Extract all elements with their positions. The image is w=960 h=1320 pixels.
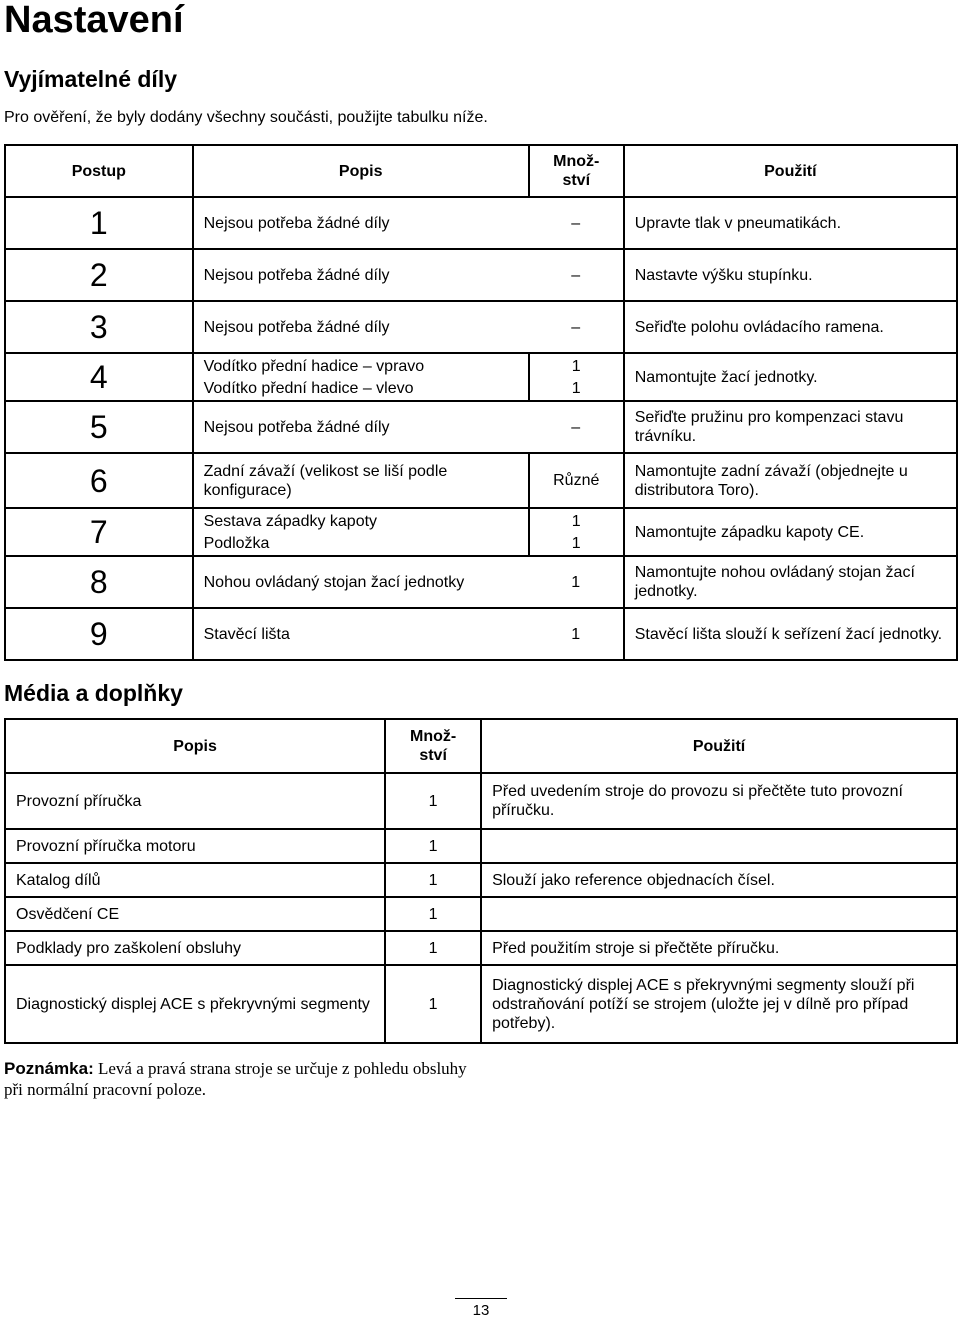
description-line: Stavěcí lišta xyxy=(203,625,290,643)
table-header-row xyxy=(5,145,957,197)
row-quantity xyxy=(529,249,624,301)
row-description xyxy=(193,508,529,556)
footer-divider xyxy=(455,1298,507,1299)
table-row xyxy=(5,965,957,1043)
row-use: Upravte tlak v pneumatikách. xyxy=(624,197,957,249)
page-title: Nastavení xyxy=(4,0,184,41)
table-row xyxy=(5,508,957,556)
page-number: 13 xyxy=(472,1302,490,1319)
quantity-value: – xyxy=(571,418,581,436)
loose-parts-table xyxy=(4,144,958,661)
note-text: Levá a pravá strana stroje se určuje z pohledu obsluhy při normální pracovní poloze. xyxy=(4,1059,467,1099)
step-number: 6 xyxy=(5,453,193,508)
row-use: Seřiďte polohu ovládacího ramena. xyxy=(624,301,957,353)
quantity-value: – xyxy=(571,318,581,336)
row-description: Osvědčení CE xyxy=(5,897,385,931)
row-use: Nastavte výšku stupínku. xyxy=(624,249,957,301)
row-description: Katalog dílů xyxy=(5,863,385,897)
step-number: 8 xyxy=(5,556,193,608)
quantity-value: – xyxy=(571,214,581,232)
row-use: Před uvedením stroje do provozu si přečtěte tuto provozní příručku. xyxy=(481,773,957,829)
table-row xyxy=(5,556,957,608)
header-step: Postup xyxy=(5,145,193,197)
step-number: 1 xyxy=(5,197,193,249)
quantity-value: – xyxy=(571,266,581,284)
table-row xyxy=(5,829,957,863)
table-row xyxy=(5,249,957,301)
row-use: Slouží jako reference objednacích čísel. xyxy=(481,863,957,897)
table-row xyxy=(5,773,957,829)
note xyxy=(4,1058,474,1100)
quantity-value: 1 xyxy=(571,573,581,591)
row-description xyxy=(193,301,529,353)
step-number: 9 xyxy=(5,608,193,660)
table-row xyxy=(5,897,957,931)
row-description: Provozní příručka motoru xyxy=(5,829,385,863)
row-use xyxy=(481,897,957,931)
row-quantity: 1 xyxy=(385,863,481,897)
table-row xyxy=(5,353,957,401)
section-title-media: Média a doplňky xyxy=(4,680,183,706)
row-quantity xyxy=(529,401,624,453)
header-use: Použití xyxy=(481,719,957,773)
quantity-value: 1 xyxy=(571,512,581,530)
section-title-loose-parts: Vyjímatelné díly xyxy=(4,66,177,92)
row-quantity: 1 xyxy=(385,965,481,1043)
header-quantity-line2: ství xyxy=(419,747,447,764)
row-use: Namontujte zadní závaží (objednejte u distributora Toro). xyxy=(624,453,957,508)
quantity-value: 1 xyxy=(571,357,581,375)
table-row xyxy=(5,401,957,453)
description-line: Nejsou potřeba žádné díly xyxy=(203,266,390,284)
step-number: 2 xyxy=(5,249,193,301)
quantity-value: Různé xyxy=(553,472,600,489)
step-number: 4 xyxy=(5,353,193,401)
description-line: Zadní závaží (velikost se liší podle konfigurace) xyxy=(203,462,448,499)
row-use: Namontujte nohou ovládaný stojan žací jednotky. xyxy=(624,556,957,608)
row-quantity xyxy=(529,453,624,508)
row-use: Stavěcí lišta slouží k seřízení žací jednotky. xyxy=(624,608,957,660)
row-use: Namontujte západku kapoty CE. xyxy=(624,508,957,556)
header-quantity xyxy=(529,145,624,197)
description-line: Podložka xyxy=(203,534,270,552)
description-line: Vodítko přední hadice – vlevo xyxy=(203,379,414,397)
table-row xyxy=(5,863,957,897)
quantity-value: 1 xyxy=(571,625,581,643)
row-description xyxy=(193,353,529,401)
header-quantity xyxy=(385,719,481,773)
row-quantity xyxy=(529,197,624,249)
table-row xyxy=(5,931,957,965)
table-row xyxy=(5,197,957,249)
note-label: Poznámka: xyxy=(4,1059,94,1078)
header-description: Popis xyxy=(193,145,529,197)
table-row xyxy=(5,608,957,660)
row-quantity xyxy=(529,556,624,608)
media-accessories-table xyxy=(4,718,958,1044)
row-description: Provozní příručka xyxy=(5,773,385,829)
description-line: Nejsou potřeba žádné díly xyxy=(203,418,390,436)
row-quantity xyxy=(529,508,624,556)
description-line: Nohou ovládaný stojan žací jednotky xyxy=(203,573,465,591)
row-quantity xyxy=(529,301,624,353)
header-description: Popis xyxy=(5,719,385,773)
row-description xyxy=(193,197,529,249)
row-quantity: 1 xyxy=(385,931,481,965)
row-use: Namontujte žací jednotky. xyxy=(624,353,957,401)
row-description: Diagnostický displej ACE s překryvnými segmenty xyxy=(5,965,385,1043)
row-description xyxy=(193,401,529,453)
step-number: 7 xyxy=(5,508,193,556)
row-quantity xyxy=(529,608,624,660)
header-use: Použití xyxy=(624,145,957,197)
row-description xyxy=(193,608,529,660)
row-quantity: 1 xyxy=(385,829,481,863)
row-use: Diagnostický displej ACE s překryvnými segmenty slouží při odstraňování potíží se strojem (uložte jej v dílně pro případ potřeby). xyxy=(481,965,957,1043)
row-description xyxy=(193,249,529,301)
description-line: Nejsou potřeba žádné díly xyxy=(203,318,390,336)
row-use: Seřiďte pružinu pro kompenzaci stavu trávníku. xyxy=(624,401,957,453)
intro-text: Pro ověření, že byly dodány všechny součásti, použijte tabulku níže. xyxy=(4,109,488,126)
header-quantity-line1: Množ- xyxy=(410,728,457,745)
table-row xyxy=(5,301,957,353)
row-quantity xyxy=(529,353,624,401)
header-quantity-line2: ství xyxy=(562,172,591,189)
row-quantity: 1 xyxy=(385,897,481,931)
row-description: Podklady pro zaškolení obsluhy xyxy=(5,931,385,965)
row-description xyxy=(193,453,529,508)
quantity-value: 1 xyxy=(571,379,581,397)
description-line: Nejsou potřeba žádné díly xyxy=(203,214,390,232)
row-quantity: 1 xyxy=(385,773,481,829)
description-line: Vodítko přední hadice – vpravo xyxy=(203,357,425,375)
table-header-row xyxy=(5,719,957,773)
row-use xyxy=(481,829,957,863)
description-line: Sestava západky kapoty xyxy=(203,512,378,530)
header-quantity-line1: Množ- xyxy=(553,153,600,170)
step-number: 3 xyxy=(5,301,193,353)
table-row xyxy=(5,453,957,508)
row-description xyxy=(193,556,529,608)
step-number: 5 xyxy=(5,401,193,453)
row-use: Před použitím stroje si přečtěte příručku. xyxy=(481,931,957,965)
quantity-value: 1 xyxy=(571,534,581,552)
